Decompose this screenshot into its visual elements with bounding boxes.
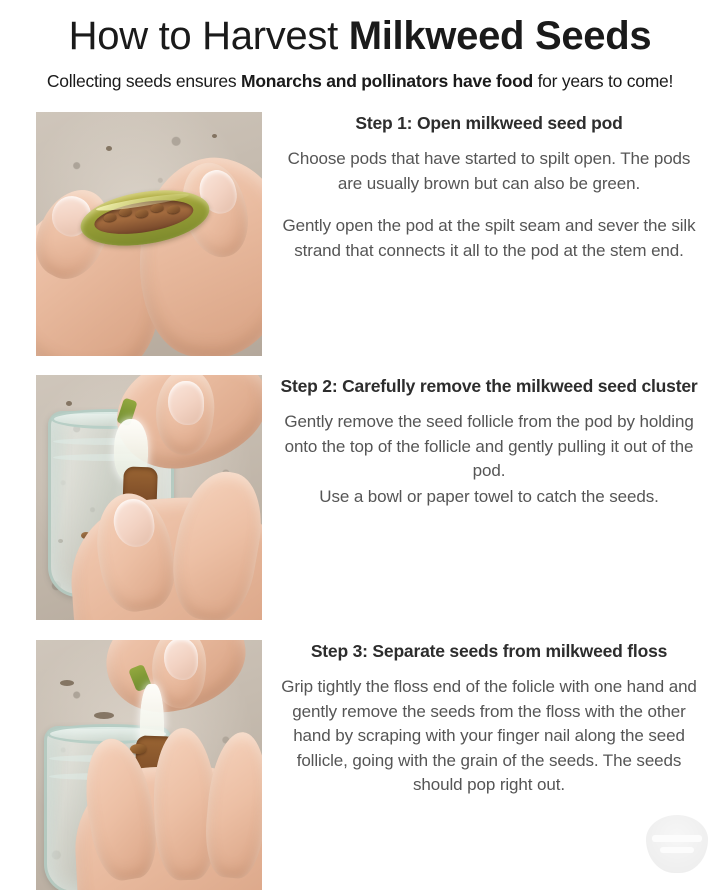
step-row <box>0 112 720 356</box>
step-2-text-column <box>262 375 720 509</box>
step-row <box>0 375 720 620</box>
step-1-photo <box>36 112 262 356</box>
subtitle-regular-prefix: Collecting seeds ensures <box>46 71 241 91</box>
title-regular-part: How to Harvest <box>68 14 349 58</box>
step-1-paragraph: Gently open the pod at the spilt seam and sever the silk strand that connects it all to the pod at the stem end. <box>282 216 696 260</box>
steps-list <box>0 112 720 890</box>
step-1-photo-column <box>0 112 262 356</box>
debris-speck <box>94 712 114 719</box>
upper-thumbnail <box>164 640 198 680</box>
step-1-text-column <box>262 112 720 263</box>
step-3-heading: Step 3: Separate seeds from milkweed floss <box>310 641 668 661</box>
page-subtitle <box>0 69 720 93</box>
title-bold-part: Milkweed Seeds <box>348 14 652 58</box>
header <box>0 0 720 93</box>
debris-speck <box>60 680 74 686</box>
subtitle-regular-suffix: for years to come! <box>532 71 674 91</box>
step-2-paragraph: Use a bowl or paper towel to catch the seeds. <box>319 486 659 506</box>
debris-speck <box>106 146 112 151</box>
debris-speck <box>66 401 72 406</box>
subtitle-bold-part: Monarchs and pollinators have food <box>241 71 533 91</box>
step-row <box>0 640 720 890</box>
step-2-photo <box>36 375 262 620</box>
step-2-paragraph: Gently remove the seed follicle from the pod by holding onto the top of the follicle and gently pulling it out of the pod. <box>284 412 694 480</box>
debris-speck <box>212 134 217 138</box>
step-1-paragraph: Choose pods that have started to spilt open. The pods are usually brown but can also be green. <box>287 149 691 193</box>
step-3-photo <box>36 640 262 890</box>
step-3-photo-column <box>0 640 262 890</box>
step-2-photo-column <box>0 375 262 620</box>
page-title <box>0 12 720 60</box>
upper-thumbnail <box>168 381 204 425</box>
step-2-heading: Step 2: Carefully remove the milkweed seed cluster <box>280 376 698 396</box>
step-3-paragraph: Grip tightly the floss end of the folicle with one hand and gently remove the seeds from the floss with the other hand by scraping with your finger nail along the seed follicle, going with the grain of the seeds. The seeds should pop right out. <box>281 677 697 794</box>
step-1-heading: Step 1: Open milkweed seed pod <box>355 113 623 133</box>
step-3-text-column <box>262 640 720 798</box>
